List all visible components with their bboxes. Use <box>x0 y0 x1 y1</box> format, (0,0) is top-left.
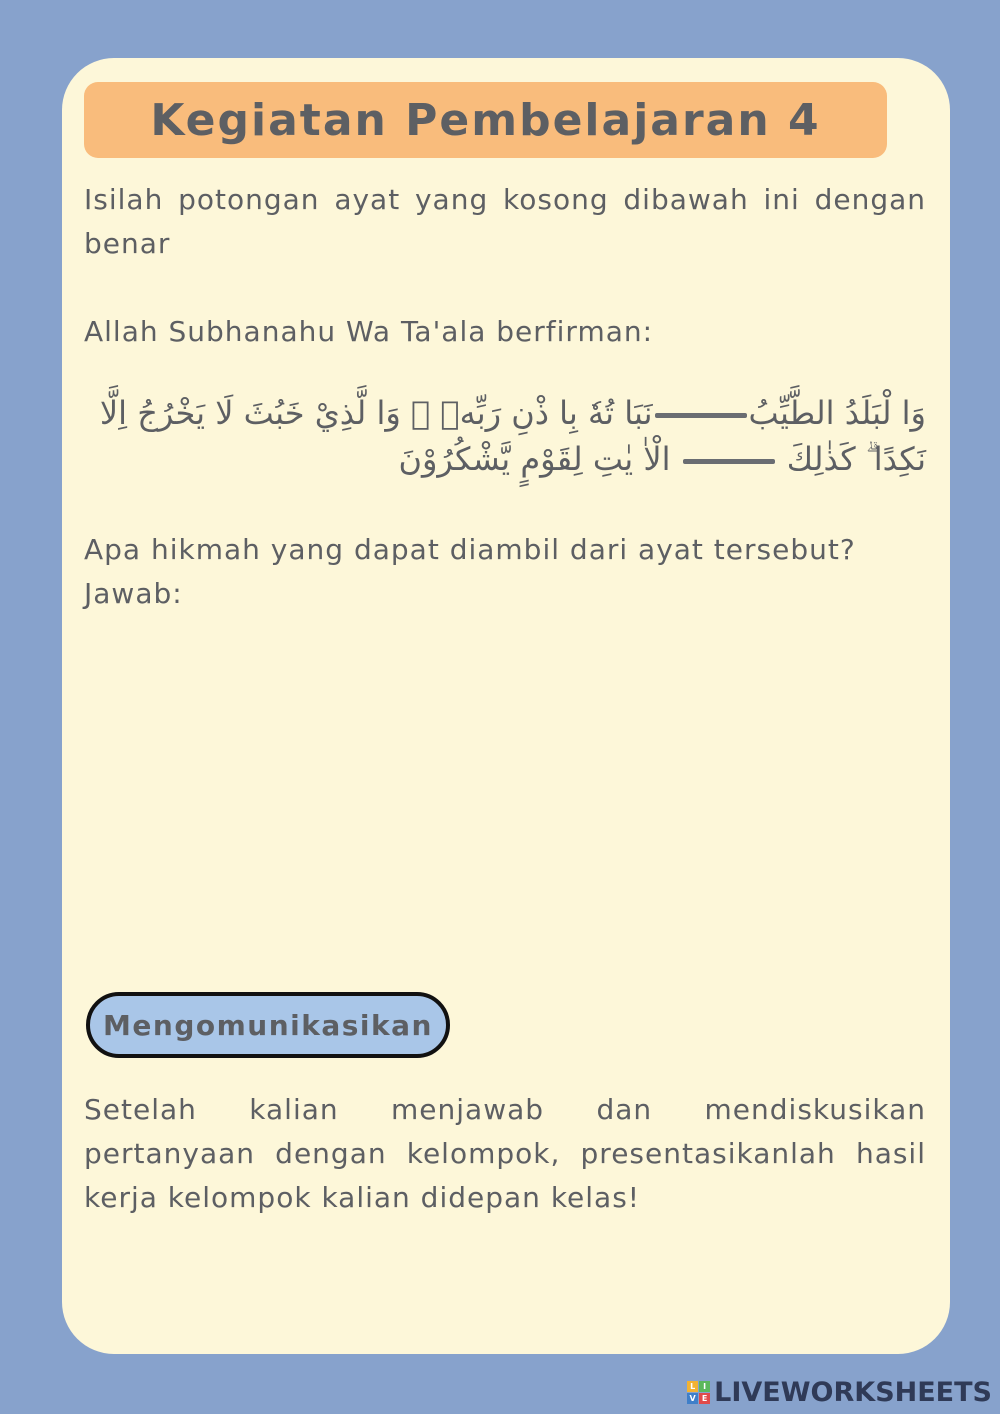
closing-text: Setelah kalian menjawab dan mendiskusikan pertanyaan dengan kelompok, presentasikanlah hasil kerja kelompok kalian didepan kelas! <box>84 1093 926 1214</box>
arabic-verse <box>84 390 926 482</box>
liveworksheets-logo-icon <box>687 1381 710 1404</box>
verse-line-1-end: نَبَا تُهٗ بِا ذْنِ رَبِّهٖ ۚ وَا لَّذِيْ خَبُثَ لَا يَخْرُجُ اِلَّا <box>99 394 653 432</box>
logo-letter-v: V <box>687 1393 698 1404</box>
question-prompt: Apa hikmah yang dapat diambil dari ayat tersebut? <box>84 533 856 566</box>
verse-line-2-end: الْاٰ يٰتِ لِقَوْمٍ يَّشْكُرُوْنَ <box>398 440 671 478</box>
question-block <box>84 528 926 616</box>
section-badge <box>86 992 450 1058</box>
liveworksheets-watermark <box>687 1377 992 1408</box>
verse-line-2-start: نَكِدًا ۗ كَذٰلِكَ <box>786 440 926 478</box>
verse-line-1 <box>84 390 926 436</box>
logo-letter-l: L <box>687 1381 698 1392</box>
intro-text: Allah Subhanahu Wa Ta'ala berfirman: <box>84 315 654 348</box>
verse-blank-1[interactable] <box>655 413 747 418</box>
verse-line-1-start: وَا لْبَلَدُ الطَّيِّبُ <box>748 394 926 432</box>
watermark-text: LIVEWORKSHEETS <box>714 1377 992 1408</box>
page-title: Kegiatan Pembelajaran 4 <box>150 94 821 146</box>
logo-letter-e: E <box>699 1393 710 1404</box>
answer-input-area[interactable] <box>84 620 926 970</box>
worksheet-card <box>62 58 950 1354</box>
answer-label: Jawab: <box>84 577 183 610</box>
verse-line-2 <box>84 436 926 482</box>
title-banner <box>84 82 887 158</box>
section-badge-label: Mengomunikasikan <box>103 1008 433 1042</box>
verse-blank-2[interactable] <box>683 459 775 464</box>
logo-letter-i: I <box>699 1381 710 1392</box>
instruction-text: Isilah potongan ayat yang kosong dibawah ini dengan benar <box>84 183 926 260</box>
